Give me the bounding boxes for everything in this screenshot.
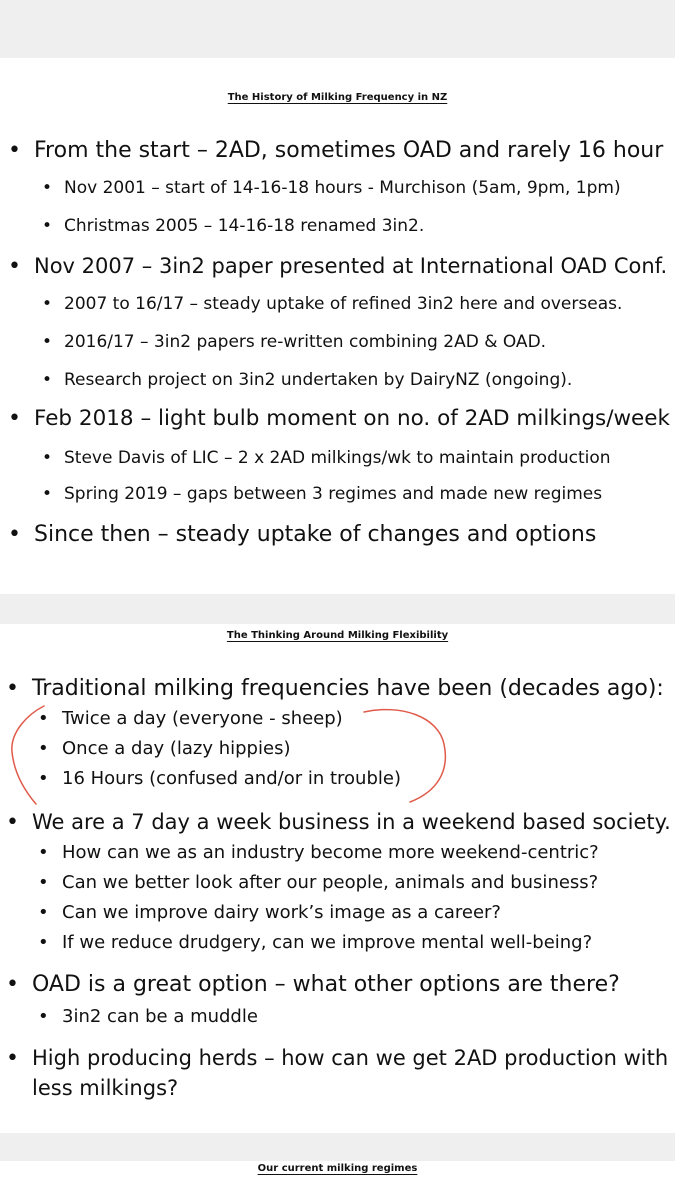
- bullet-item: If we reduce drudgery, can we improve mental well-being?: [62, 932, 593, 953]
- bullet-glyph: •: [42, 370, 53, 390]
- bullet-glyph: •: [38, 768, 49, 789]
- bullet-glyph: •: [42, 294, 53, 314]
- bullet-glyph: •: [42, 448, 53, 468]
- bullet-item: OAD is a great option – what other options are there?: [32, 972, 620, 997]
- bullet-item: Spring 2019 – gaps between 3 regimes and made new regimes: [64, 484, 603, 504]
- bullet-glyph: •: [8, 254, 21, 279]
- bullet-item: Can we improve dairy work’s image as a career?: [62, 902, 501, 923]
- bullet-item: 16 Hours (confused and/or in trouble): [62, 768, 401, 789]
- bullet-glyph: •: [38, 1006, 49, 1027]
- bullet-glyph: •: [42, 484, 53, 504]
- bullet-item: We are a 7 day a week business in a weekend based society.: [32, 810, 671, 834]
- bullet-item: Steve Davis of LIC – 2 x 2AD milkings/wk to maintain production: [64, 448, 611, 468]
- bullet-item: High producing herds – how can we get 2AD production with: [32, 1046, 669, 1070]
- bullet-item: Once a day (lazy hippies): [62, 738, 291, 759]
- bullet-item: Research project on 3in2 undertaken by DairyNZ (ongoing).: [64, 370, 573, 390]
- bullet-item: Since then – steady uptake of changes and options: [34, 522, 597, 547]
- bullet-glyph: •: [38, 738, 49, 759]
- bullet-item: Traditional milking frequencies have been (decades ago):: [32, 676, 664, 701]
- bullet-glyph: •: [8, 138, 21, 163]
- bullet-glyph: •: [8, 406, 21, 431]
- bullet-item: How can we as an industry become more weekend-centric?: [62, 842, 599, 863]
- bullet-item: Feb 2018 – light bulb moment on no. of 2AD milkings/week: [34, 406, 670, 431]
- bullet-item: Twice a day (everyone - sheep): [62, 708, 343, 729]
- page-gap-top: [0, 0, 675, 58]
- bullet-item-continued: less milkings?: [32, 1076, 179, 1100]
- slide-regimes: [0, 1161, 675, 1200]
- bullet-item: Can we better look after our people, animals and business?: [62, 872, 599, 893]
- bullet-item: 3in2 can be a muddle: [62, 1006, 258, 1027]
- bullet-glyph: •: [38, 708, 49, 729]
- bullet-item: Nov 2001 – start of 14-16-18 hours - Murchison (5am, 9pm, 1pm): [64, 178, 621, 198]
- slide-history: [0, 88, 675, 594]
- bullet-glyph: •: [8, 522, 21, 547]
- bullet-item: Nov 2007 – 3in2 paper presented at International OAD Conf.: [34, 254, 668, 278]
- bullet-item: 2016/17 – 3in2 papers re-written combining 2AD & OAD.: [64, 332, 547, 352]
- bullet-glyph: •: [38, 902, 49, 923]
- bullet-glyph: •: [6, 676, 19, 701]
- bullet-item: 2007 to 16/17 – steady uptake of refined 3in2 here and overseas.: [64, 294, 623, 314]
- bullet-glyph: •: [6, 810, 19, 835]
- page-gap-middle: [0, 594, 675, 624]
- slide-title-regimes: Our current milking regimes: [257, 1163, 418, 1174]
- bullet-glyph: •: [42, 216, 53, 236]
- bullet-glyph: •: [38, 842, 49, 863]
- bullet-glyph: •: [6, 1046, 19, 1071]
- bullet-glyph: •: [38, 872, 49, 893]
- bullet-glyph: •: [6, 972, 19, 997]
- bullet-item: Christmas 2005 – 14-16-18 renamed 3in2.: [64, 216, 425, 236]
- page-gap-bottom: [0, 1133, 675, 1161]
- slide-thinking: [0, 624, 675, 1133]
- bullet-item: From the start – 2AD, sometimes OAD and rarely 16 hour: [34, 138, 664, 163]
- bullet-glyph: •: [42, 178, 53, 198]
- bullet-glyph: •: [38, 932, 49, 953]
- slide-title-thinking: The Thinking Around Milking Flexibility: [226, 630, 449, 641]
- bullet-glyph: •: [42, 332, 53, 352]
- slide-title-history: The History of Milking Frequency in NZ: [227, 92, 448, 103]
